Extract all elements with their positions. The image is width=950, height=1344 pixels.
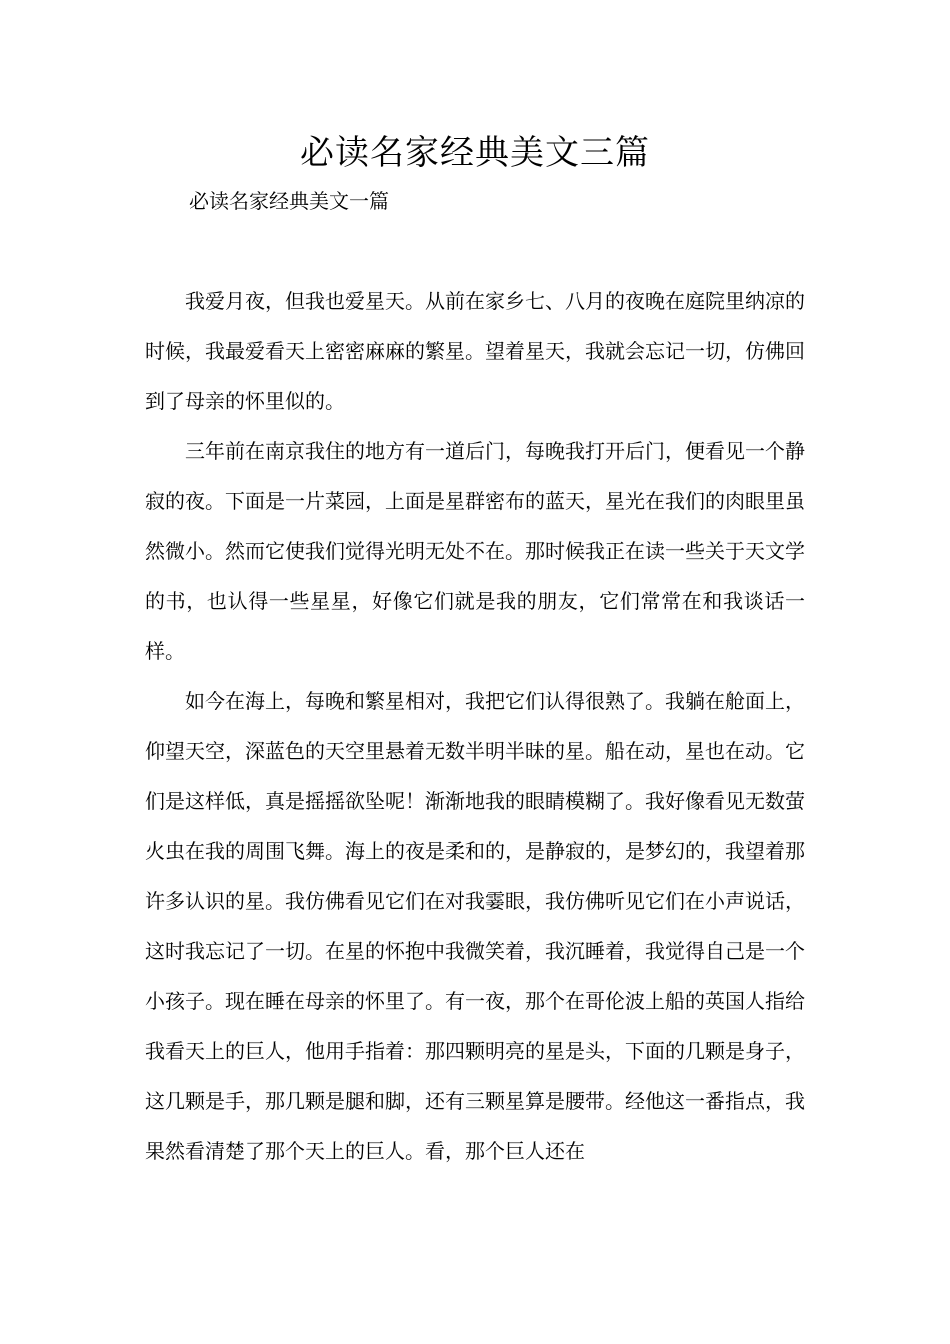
paragraph-1: 我爱月夜，但我也爱星天。从前在家乡七、八月的夜晚在庭院里纳凉的时候，我最爱看天上密密麻麻的繁星。望着星天，我就会忘记一切，仿佛回到了母亲的怀里似的。 [145, 289, 805, 413]
document-subtitle: 必读名家经典美文一篇 [189, 189, 389, 213]
document-body [145, 276, 805, 1176]
document-title: 必读名家经典美文三篇 [300, 133, 650, 173]
paragraph-3: 如今在海上，每晚和繁星相对，我把它们认得很熟了。我躺在舱面上，仰望天空，深蓝色的天空里悬着无数半明半昧的星。船在动，星也在动。它们是这样低，真是摇摇欲坠呢！渐渐地我的眼睛模糊了。我好像看见无数萤火虫在我的周围飞舞。海上的夜是柔和的，是静寂的，是梦幻的，我望着那许多认识的星。我仿佛看见它们在对我霎眼，我仿佛听见它们在小声说话，这时我忘记了一切。在星的怀抱中我微笑着，我沉睡着，我觉得自己是一个小孩子。现在睡在母亲的怀里了。有一夜，那个在哥伦波上船的英国人指给我看天上的巨人，他用手指着：那四颗明亮的星是头，下面的几颗是身子，这几颗是手，那几颗是腿和脚，还有三颗星算是腰带。经他这一番指点，我果然看清楚了那个天上的巨人。看，那个巨人还在 [145, 689, 805, 1163]
paragraph-2: 三年前在南京我住的地方有一道后门，每晚我打开后门，便看见一个静寂的夜。下面是一片菜园，上面是星群密布的蓝天，星光在我们的肉眼里虽然微小。然而它使我们觉得光明无处不在。那时候我正在读一些关于天文学的书，也认得一些星星，好像它们就是我的朋友，它们常常在和我谈话一样。 [145, 439, 805, 663]
